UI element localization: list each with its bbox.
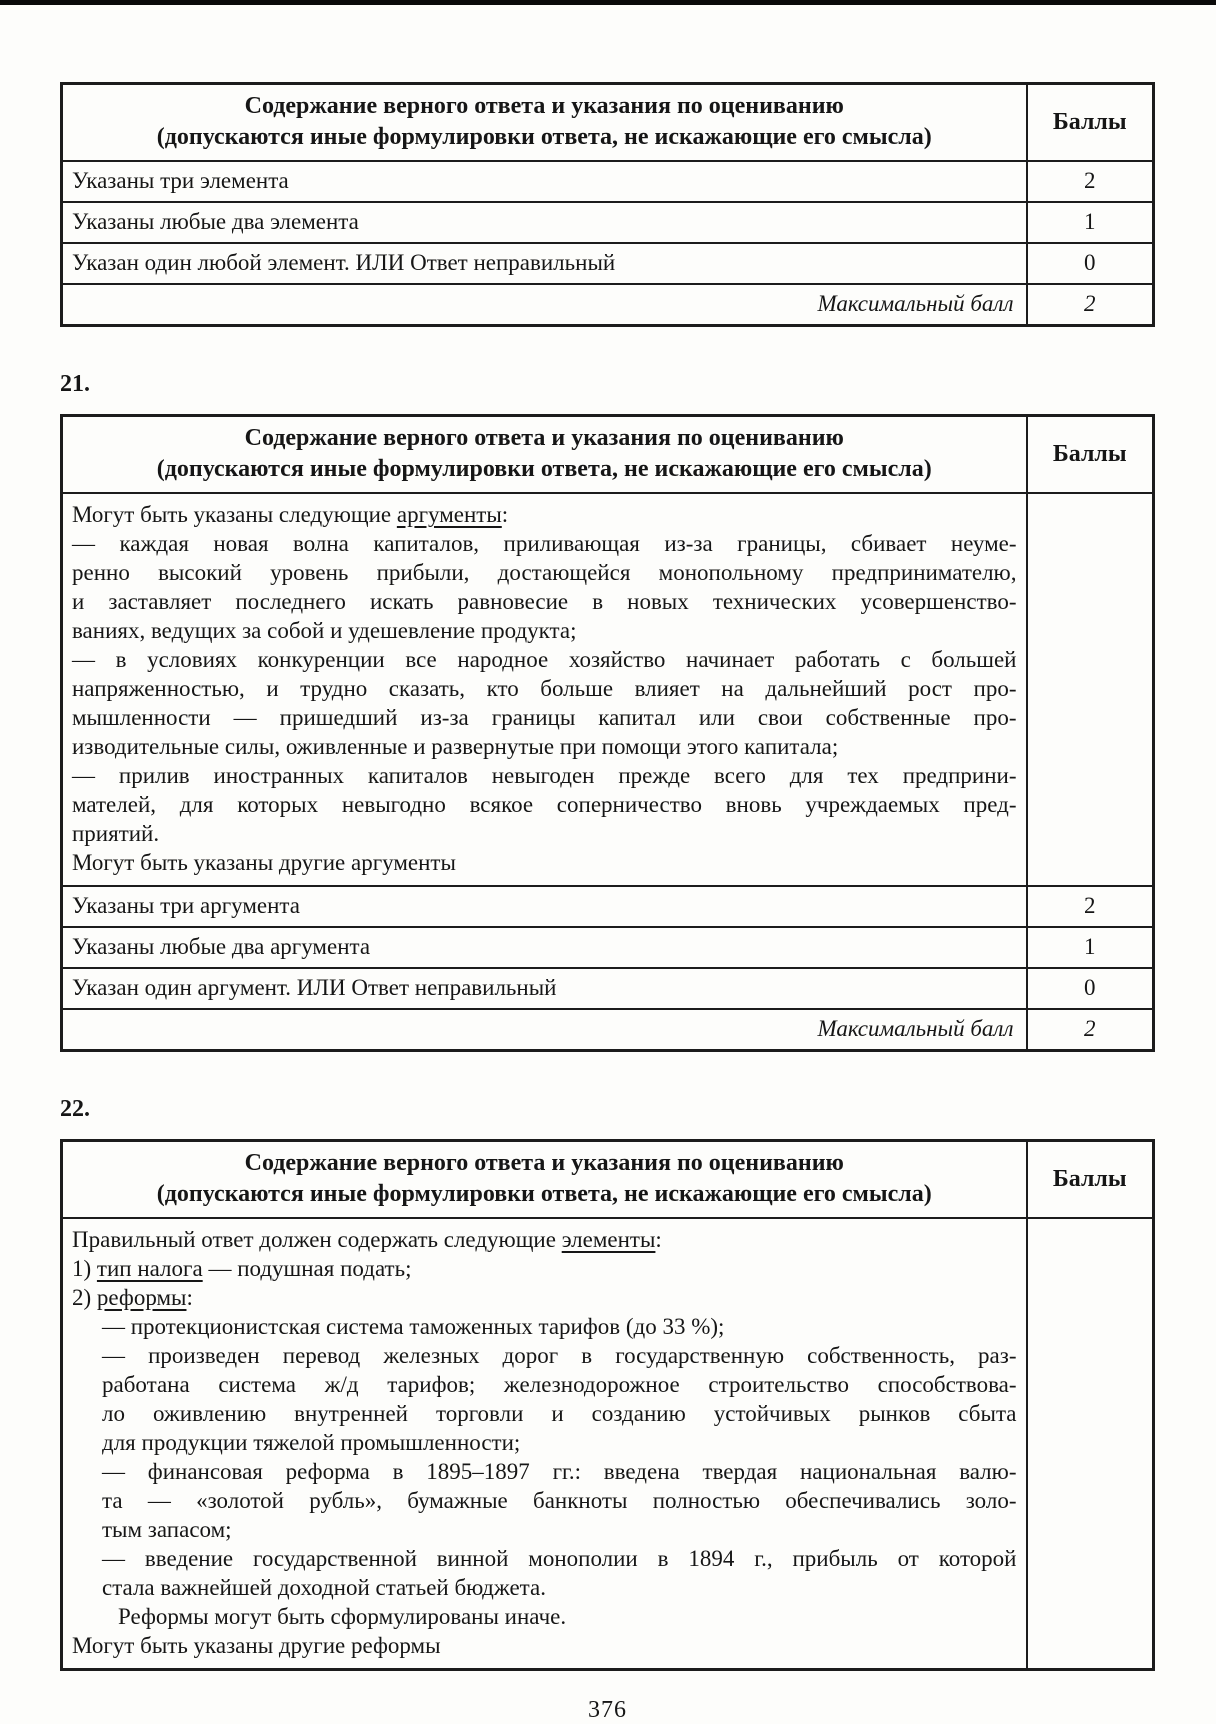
answer-line bbox=[72, 1225, 1017, 1254]
table-body bbox=[62, 84, 1154, 326]
answer-line bbox=[72, 703, 1017, 732]
answer-text-segment: мышленности — пришедший из-за границы капитал или свои собственные про- bbox=[72, 705, 1017, 730]
answer-content-row bbox=[62, 1218, 1154, 1670]
max-score-label: Максимальный балл bbox=[62, 1009, 1027, 1051]
answer-line bbox=[102, 1428, 1017, 1457]
answer-text-segment: : bbox=[501, 502, 509, 527]
underlined-term: элементы bbox=[561, 1227, 656, 1252]
answer-text-segment: — прилив иностранных капиталов невыгоден прежде всего для тех предприни- bbox=[72, 763, 1017, 788]
answer-text-segment: — произведен перевод железных дорог в государственную собственность, раз- bbox=[102, 1343, 1017, 1368]
answer-text-segment: 2) bbox=[72, 1285, 97, 1310]
answer-line bbox=[72, 790, 1017, 819]
criteria-score: 1 bbox=[1027, 202, 1154, 243]
answer-line bbox=[72, 616, 1017, 645]
answer-text-segment: ваниях, ведущих за собой и удешевление продукта; bbox=[72, 618, 577, 643]
book-page bbox=[60, 0, 1155, 1724]
answer-tables-area bbox=[60, 82, 1155, 1671]
answer-line bbox=[72, 848, 1017, 877]
answer-text-segment: та — «золотой рубль», бумажные банкноты полностью обеспечивались золо- bbox=[102, 1488, 1017, 1513]
answer-text-segment: ло оживлению внутренней торговли и созданию устойчивых рынков сбыта bbox=[102, 1401, 1017, 1426]
criteria-row bbox=[62, 243, 1154, 284]
answer-text-segment: Могут быть указаны следующие bbox=[72, 502, 397, 527]
criteria-text: Указаны любые два элемента bbox=[62, 202, 1027, 243]
max-score-row bbox=[62, 284, 1154, 326]
answer-content-cell bbox=[62, 1218, 1027, 1670]
answer-text-segment: тым запасом; bbox=[102, 1517, 232, 1542]
criteria-text: Указан один любой элемент. ИЛИ Ответ неправильный bbox=[62, 243, 1027, 284]
criteria-row bbox=[62, 886, 1154, 927]
answer-text-segment: Могут быть указаны другие аргументы bbox=[72, 850, 456, 875]
answer-line bbox=[72, 529, 1017, 558]
answer-text-segment: — каждая новая волна капиталов, приливающая из-за границы, сбивает неуме- bbox=[72, 531, 1017, 556]
answer-line bbox=[102, 1573, 1017, 1602]
answer-text-segment: : bbox=[186, 1285, 193, 1310]
table-header-cell bbox=[62, 84, 1027, 162]
answer-line bbox=[72, 761, 1017, 790]
answer-line bbox=[72, 819, 1017, 848]
answer-text-segment: для продукции тяжелой промышленности; bbox=[102, 1430, 521, 1455]
answer-text-segment: изводительные силы, оживленные и развернутые при помощи этого капитала; bbox=[72, 734, 839, 759]
table-header-cell bbox=[62, 1141, 1027, 1219]
criteria-row bbox=[62, 968, 1154, 1009]
table-header-subtitle: (допускаются иные формулировки ответа, не искажающие его смысла) bbox=[156, 456, 932, 482]
answer-text-segment: Реформы могут быть сформулированы иначе. bbox=[118, 1604, 567, 1629]
table-header-row bbox=[62, 1141, 1154, 1219]
answer-line bbox=[102, 1341, 1017, 1370]
answer-text-segment: — протекционистская система таможенных тарифов (до 33 %); bbox=[102, 1314, 725, 1339]
scoring-table bbox=[60, 1139, 1155, 1671]
max-score-row bbox=[62, 1009, 1154, 1051]
underlined-term: тип налога bbox=[96, 1256, 203, 1281]
scoring-table bbox=[60, 82, 1155, 327]
answer-line bbox=[72, 645, 1017, 674]
task-number-label: 21. bbox=[60, 371, 90, 397]
answer-text-segment: приятий. bbox=[72, 821, 160, 846]
answer-line bbox=[102, 1457, 1017, 1486]
answer-line bbox=[72, 587, 1017, 616]
answer-text-segment: — подушная подать; bbox=[202, 1256, 412, 1281]
criteria-text: Указан один аргумент. ИЛИ Ответ неправильный bbox=[62, 968, 1027, 1009]
answer-line bbox=[102, 1544, 1017, 1573]
answer-content-row bbox=[62, 493, 1154, 886]
answer-line bbox=[102, 1370, 1017, 1399]
answer-text-segment: и заставляет последнего искать равновесие в новых технических усовершенство- bbox=[72, 589, 1017, 614]
table-header-row bbox=[62, 84, 1154, 162]
criteria-row bbox=[62, 927, 1154, 968]
criteria-score: 0 bbox=[1027, 968, 1154, 1009]
table-header-cell bbox=[62, 416, 1027, 494]
scoring-table bbox=[60, 414, 1155, 1052]
answer-line bbox=[72, 500, 1017, 529]
task-number-label: 22. bbox=[60, 1096, 90, 1122]
answer-text-segment: Могут быть указаны другие реформы bbox=[72, 1633, 441, 1658]
answer-text-segment: — финансовая реформа в 1895–1897 гг.: введена твердая национальная валю- bbox=[102, 1459, 1017, 1484]
criteria-score: 0 bbox=[1027, 243, 1154, 284]
max-score-value: 2 bbox=[1027, 284, 1154, 326]
answer-line bbox=[72, 558, 1017, 587]
table-header-row bbox=[62, 416, 1154, 494]
answer-line bbox=[102, 1515, 1017, 1544]
criteria-row bbox=[62, 202, 1154, 243]
answer-line bbox=[72, 732, 1017, 761]
answer-text-segment: — в условиях конкуренции все народное хозяйство начинает работать с большей bbox=[72, 647, 1017, 672]
score-column-header: Баллы bbox=[1027, 416, 1154, 494]
table-body bbox=[62, 416, 1154, 1051]
answer-text-segment: работана система ж/д тарифов; железнодорожное строительство способствова- bbox=[102, 1372, 1017, 1397]
page-number: 376 bbox=[588, 1697, 627, 1723]
answer-line bbox=[72, 1254, 1017, 1283]
answer-text-segment: : bbox=[655, 1227, 662, 1252]
criteria-score: 1 bbox=[1027, 927, 1154, 968]
answer-text-segment: 1) bbox=[72, 1256, 97, 1281]
answer-text-segment: ренно высокий уровень прибыли, достающейся монопольному предпринимателю, bbox=[72, 560, 1017, 585]
table-header-subtitle: (допускаются иные формулировки ответа, не искажающие его смысла) bbox=[156, 1181, 932, 1207]
answer-text-segment: напряженностью, и трудно сказать, кто больше влияет на дальнейший рост про- bbox=[72, 676, 1017, 701]
table-header-title: Содержание верного ответа и указания по оцениванию bbox=[244, 425, 844, 451]
table-header-subtitle: (допускаются иные формулировки ответа, не искажающие его смысла) bbox=[156, 124, 932, 150]
answer-content-score-cell bbox=[1027, 1218, 1154, 1670]
answer-text-segment: стала важнейшей доходной статьей бюджета. bbox=[102, 1575, 546, 1600]
answer-line bbox=[72, 1283, 1017, 1312]
score-column-header: Баллы bbox=[1027, 84, 1154, 162]
max-score-value: 2 bbox=[1027, 1009, 1154, 1051]
answer-content-score-cell bbox=[1027, 493, 1154, 886]
page-top-edge bbox=[0, 0, 1216, 5]
table-header-title: Содержание верного ответа и указания по оцениванию bbox=[244, 93, 844, 119]
answer-line bbox=[102, 1486, 1017, 1515]
answer-text-segment: — введение государственной винной монополии в 1894 г., прибыль от которой bbox=[102, 1546, 1017, 1571]
criteria-text: Указаны любые два аргумента bbox=[62, 927, 1027, 968]
score-column-header: Баллы bbox=[1027, 1141, 1154, 1219]
answer-line bbox=[102, 1399, 1017, 1428]
max-score-label: Максимальный балл bbox=[62, 284, 1027, 326]
criteria-score: 2 bbox=[1027, 886, 1154, 927]
answer-text-segment: мателей, для которых невыгодно всякое соперничество вновь учреждаемых пред- bbox=[72, 792, 1017, 817]
answer-text-segment: Правильный ответ должен содержать следующие bbox=[72, 1227, 562, 1252]
criteria-text: Указаны три элемента bbox=[62, 161, 1027, 202]
answer-content-cell bbox=[62, 493, 1027, 886]
underlined-term: реформы bbox=[96, 1285, 187, 1310]
criteria-row bbox=[62, 161, 1154, 202]
criteria-text: Указаны три аргумента bbox=[62, 886, 1027, 927]
underlined-term: аргументы bbox=[396, 502, 502, 527]
answer-line bbox=[72, 674, 1017, 703]
answer-line bbox=[118, 1602, 1017, 1631]
criteria-score: 2 bbox=[1027, 161, 1154, 202]
answer-line bbox=[72, 1631, 1017, 1660]
table-body bbox=[62, 1141, 1154, 1670]
table-header-title: Содержание верного ответа и указания по оцениванию bbox=[244, 1150, 844, 1176]
answer-line bbox=[102, 1312, 1017, 1341]
